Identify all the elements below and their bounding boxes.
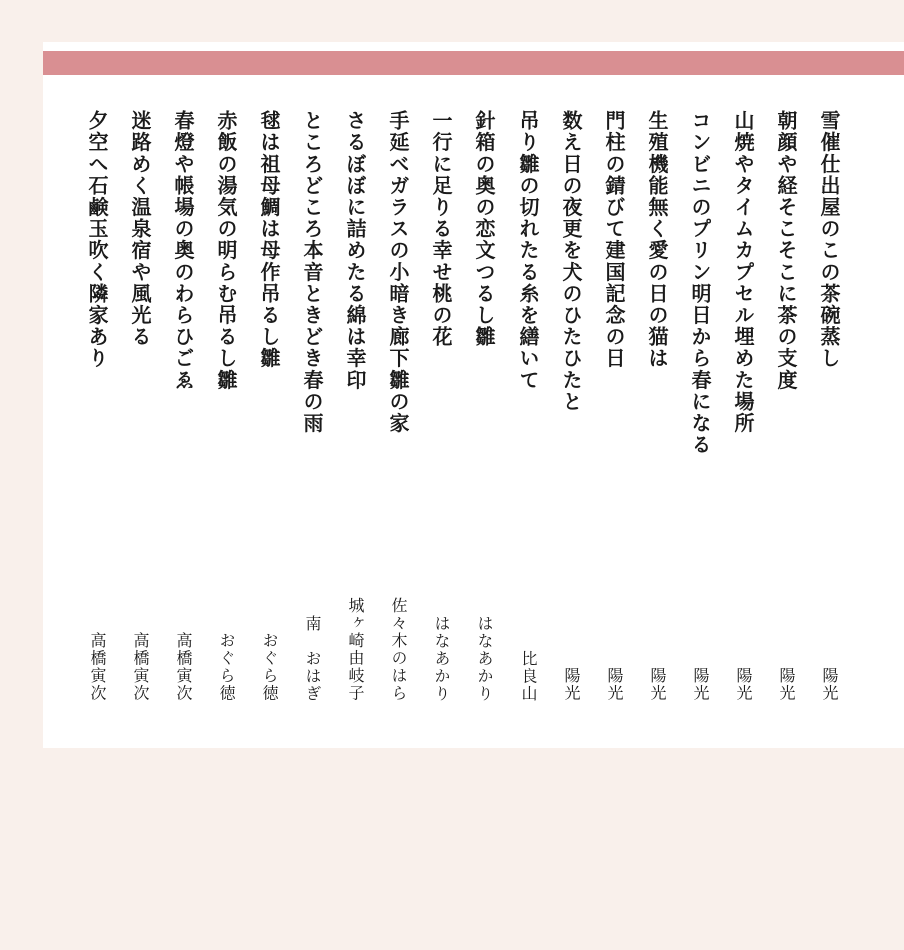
haiku-text: 夕空へ石鹸玉吹く隣家あり [85, 110, 109, 370]
haiku-author: 南 おはぎ [303, 614, 322, 702]
haiku-item [77, 110, 117, 730]
haiku-item [120, 110, 160, 730]
haiku-text: コンビニのプリン明日から春になる [688, 110, 712, 456]
haiku-text: ところどころ本音ときどき春の雨 [300, 110, 324, 434]
haiku-item [809, 110, 849, 730]
haiku-item [680, 110, 720, 730]
haiku-text: 毬は祖母鯛は母作吊るし雛 [257, 110, 281, 370]
haiku-text: 迷路めく温泉宿や風光る [128, 110, 152, 348]
haiku-text: 一行に足りる幸せ桃の花 [429, 110, 453, 348]
haiku-item [551, 110, 591, 730]
haiku-author: 陽光 [605, 667, 624, 702]
haiku-text: 数え日の夜更を犬のひたひたと [559, 110, 583, 413]
haiku-text: 手延べガラスの小暗き廊下雛の家 [386, 110, 410, 434]
haiku-author: 高橋寅次 [174, 632, 193, 702]
haiku-text: 赤飯の湯気の明らむ吊るし雛 [214, 110, 238, 391]
haiku-text: 山焼やタイムカプセル埋めた場所 [731, 110, 755, 434]
haiku-author: 高橋寅次 [88, 632, 107, 702]
haiku-list [43, 90, 904, 730]
haiku-text: 吊り雛の切れたる糸を繕いて [516, 110, 540, 391]
haiku-item [249, 110, 289, 730]
haiku-author: 陽光 [820, 667, 839, 702]
haiku-author: 比良山 [519, 649, 538, 702]
haiku-item [378, 110, 418, 730]
haiku-author: 陽光 [648, 667, 667, 702]
haiku-text: 雪催仕出屋のこの茶碗蒸し [817, 110, 841, 370]
haiku-item [163, 110, 203, 730]
haiku-author: 陽光 [777, 667, 796, 702]
haiku-text: 門柱の錆びて建国記念の日 [602, 110, 626, 370]
haiku-author: 陽光 [562, 667, 581, 702]
haiku-text: 朝顔や経そこそこに茶の支度 [774, 110, 798, 391]
haiku-item [335, 110, 375, 730]
haiku-text: さるぼぼに詰めたる綿は幸印 [343, 110, 367, 391]
haiku-author: 陽光 [691, 667, 710, 702]
haiku-author: はなあかり [432, 614, 451, 702]
haiku-item [464, 110, 504, 730]
header-bar [43, 51, 904, 75]
haiku-author: おぐら徳 [217, 632, 236, 702]
haiku-author: 城ヶ崎由岐子 [346, 597, 365, 702]
haiku-text: 春燈や帳場の奥のわらひごゑ [171, 110, 195, 391]
haiku-author: 陽光 [734, 667, 753, 702]
haiku-text: 針箱の奥の恋文つるし雛 [472, 110, 496, 348]
haiku-item [594, 110, 634, 730]
haiku-author: 高橋寅次 [131, 632, 150, 702]
haiku-item [766, 110, 806, 730]
haiku-item [421, 110, 461, 730]
haiku-item [723, 110, 763, 730]
haiku-author: はなあかり [475, 614, 494, 702]
haiku-item [637, 110, 677, 730]
haiku-text: 生殖機能無く愛の日の猫は [645, 110, 669, 370]
haiku-item [206, 110, 246, 730]
haiku-item [292, 110, 332, 730]
haiku-item [508, 110, 548, 730]
haiku-author: 佐々木のはら [389, 597, 408, 702]
haiku-author: おぐら徳 [260, 632, 279, 702]
